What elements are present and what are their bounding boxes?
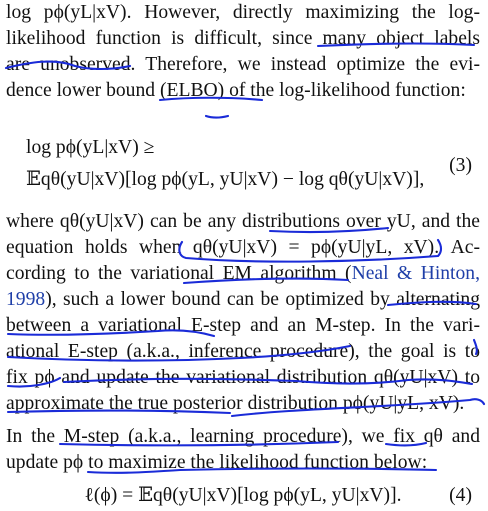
text-line: approximate the true posterior distribution pϕ(yU|yL, xV). [6, 393, 465, 414]
text-line: likelihood function is difficult, since many object labels [6, 28, 480, 49]
text-line: update pϕ to maximize the likelihood function below: [6, 452, 428, 473]
text-line: equation holds when qθ(yU|xV) = pϕ(yU|yL, xV). Ac- [6, 237, 480, 258]
text-line: dence lower bound (ELBO) of the log-likelihood function: [6, 80, 466, 101]
text-line: are unobserved. Therefore, we instead optimize the evi- [6, 54, 480, 75]
text-line: where qθ(yU|xV) can be any distributions over yU, and the [6, 211, 480, 232]
text-line [6, 287, 480, 313]
equation-4-number: (4) [449, 485, 472, 506]
text-line: fix pϕ and update the variational distribution qθ(yU|xV) to [6, 367, 480, 388]
citation-link[interactable]: 1998 [6, 289, 46, 310]
equation-3-rhs: 𝔼qθ(yU|xV)[log pϕ(yL, yU|xV) − log qθ(yU|xV)], [26, 169, 425, 190]
text-line: In the M-step (a.k.a., learning procedure), we fix qθ and [6, 426, 480, 447]
underline-stroke [206, 116, 228, 118]
citation-link[interactable]: Neal & Hinton, [351, 263, 480, 284]
equation-3-lhs: log pϕ(yL|xV) ≥ [26, 137, 155, 158]
text-line: ational E-step (a.k.a., inference procedure), the goal is to [6, 341, 480, 362]
text-span: ), such a lower bound can be optimized by alternating [45, 289, 480, 310]
text-span: cording to the variational EM algorithm ( [6, 263, 352, 284]
text-line [6, 261, 480, 287]
equation-4: ℓ(ϕ) = 𝔼qθ(yU|xV)[log pϕ(yL, yU|xV)]. [84, 485, 402, 506]
equation-3-number: (3) [449, 155, 472, 176]
text-line: log pϕ(yL|xV). However, directly maximizing the log- [6, 2, 480, 23]
text-line: between a variational E-step and an M-step. In the vari- [6, 315, 480, 336]
